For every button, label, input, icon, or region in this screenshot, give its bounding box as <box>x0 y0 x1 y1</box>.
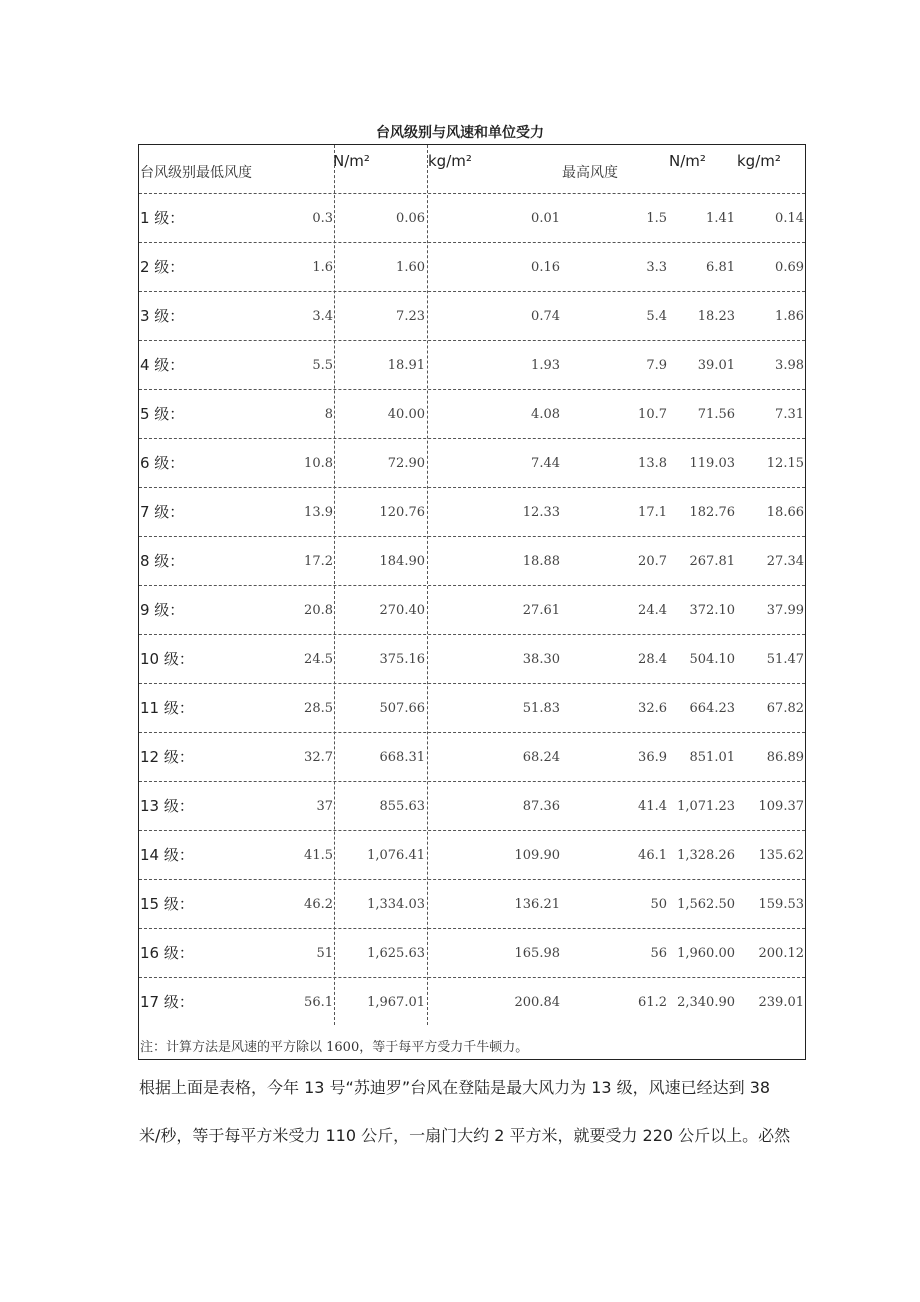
row-value-v2: 1.60 <box>396 260 425 275</box>
row-value-v2: 40.00 <box>387 407 425 422</box>
row-value-v2: 0.06 <box>396 211 425 226</box>
row-value-v3: 12.33 <box>522 505 560 520</box>
table-row <box>139 635 805 684</box>
row-value-v3: 200.84 <box>514 995 560 1010</box>
header-max-n-per-m2: N/m² <box>669 152 706 170</box>
table-row <box>139 831 805 880</box>
row-value-v1: 1.6 <box>312 260 333 275</box>
row-value-v4: 7.9 <box>646 358 667 373</box>
row-value-v2: 1,334.03 <box>367 897 425 912</box>
row-value-v4: 20.7 <box>638 554 667 569</box>
row-value-v3: 51.83 <box>522 701 560 716</box>
column-divider <box>427 145 428 1025</box>
row-value-v3: 38.30 <box>522 652 560 667</box>
paragraph-line-2: 米/秒，等于每平方米受力 110 公斤，一扇门大约 2 平方米，就要受力 220 公斤以上。必然 <box>139 1126 791 1145</box>
row-value-v2: 18.91 <box>387 358 425 373</box>
row-value-v4: 10.7 <box>638 407 667 422</box>
row-value-v1: 3.4 <box>312 309 333 324</box>
row-value-v2: 120.76 <box>379 505 425 520</box>
row-value-v4: 41.4 <box>638 799 667 814</box>
paragraph-line-1: 根据上面是表格，今年 13 号“苏迪罗”台风在登陆是最大风力为 13 级，风速已经达到 38 <box>139 1078 771 1097</box>
row-level-label: 6 级： <box>140 454 185 472</box>
row-level-label: 5 级： <box>140 405 185 423</box>
row-value-v1: 46.2 <box>304 897 333 912</box>
row-value-v4: 1.5 <box>646 211 667 226</box>
table-header-row <box>139 145 805 194</box>
row-level-label: 7 级： <box>140 503 185 521</box>
row-value-v3: 7.44 <box>531 456 560 471</box>
table-row <box>139 243 805 292</box>
row-value-v1: 32.7 <box>304 750 333 765</box>
row-value-v1: 20.8 <box>304 603 333 618</box>
row-value-v5: 1.41 <box>706 211 735 226</box>
row-value-v1: 5.5 <box>312 358 333 373</box>
row-level-label: 1 级： <box>140 209 185 227</box>
table-note: 注：计算方法是风速的平方除以 1600，等于每平方受力千牛顿力。 <box>140 1040 529 1055</box>
row-value-v5: 182.76 <box>689 505 735 520</box>
table-row <box>139 341 805 390</box>
column-divider <box>334 145 335 1025</box>
row-level-label: 11 级： <box>140 699 194 717</box>
row-value-v3: 87.36 <box>522 799 560 814</box>
row-value-v5: 851.01 <box>689 750 735 765</box>
row-value-v5: 6.81 <box>706 260 735 275</box>
row-value-v2: 72.90 <box>387 456 425 471</box>
row-level-label: 13 级： <box>140 797 194 815</box>
table-row <box>139 194 805 243</box>
row-value-v5: 119.03 <box>689 456 735 471</box>
row-value-v6: 37.99 <box>766 603 804 618</box>
row-value-v1: 10.8 <box>304 456 333 471</box>
row-value-v5: 71.56 <box>697 407 735 422</box>
wind-force-table <box>138 144 806 1060</box>
row-value-v4: 36.9 <box>638 750 667 765</box>
table-row <box>139 782 805 831</box>
table-row <box>139 292 805 341</box>
row-level-label: 9 级： <box>140 601 185 619</box>
row-value-v6: 27.34 <box>766 554 804 569</box>
row-value-v1: 8 <box>324 407 333 422</box>
row-value-v3: 18.88 <box>522 554 560 569</box>
row-value-v2: 507.66 <box>379 701 425 716</box>
row-value-v4: 5.4 <box>646 309 667 324</box>
row-value-v6: 135.62 <box>758 848 804 863</box>
row-value-v2: 375.16 <box>379 652 425 667</box>
row-value-v3: 109.90 <box>514 848 560 863</box>
row-value-v2: 7.23 <box>396 309 425 324</box>
row-value-v1: 13.9 <box>304 505 333 520</box>
row-value-v4: 50 <box>650 897 667 912</box>
row-value-v3: 4.08 <box>531 407 560 422</box>
header-max-speed: 最高风度 <box>562 165 618 181</box>
table-row <box>139 586 805 635</box>
row-level-label: 8 级： <box>140 552 185 570</box>
row-value-v2: 270.40 <box>379 603 425 618</box>
row-value-v4: 17.1 <box>638 505 667 520</box>
row-value-v3: 68.24 <box>522 750 560 765</box>
header-min-kg-per-m2: kg/m² <box>428 152 472 170</box>
table-row <box>139 488 805 537</box>
row-value-v6: 51.47 <box>766 652 804 667</box>
row-value-v3: 27.61 <box>522 603 560 618</box>
row-value-v1: 0.3 <box>312 211 333 226</box>
row-level-label: 10 级： <box>140 650 194 668</box>
row-level-label: 15 级： <box>140 895 194 913</box>
row-level-label: 12 级： <box>140 748 194 766</box>
row-value-v6: 3.98 <box>775 358 804 373</box>
table-row <box>139 733 805 782</box>
row-value-v4: 56 <box>650 946 667 961</box>
row-value-v6: 7.31 <box>775 407 804 422</box>
table-row <box>139 537 805 586</box>
row-value-v6: 18.66 <box>766 505 804 520</box>
row-value-v2: 1,076.41 <box>367 848 425 863</box>
row-value-v3: 136.21 <box>514 897 560 912</box>
row-value-v1: 28.5 <box>304 701 333 716</box>
row-value-v2: 1,625.63 <box>367 946 425 961</box>
row-value-v4: 13.8 <box>638 456 667 471</box>
row-value-v5: 267.81 <box>689 554 735 569</box>
table-row <box>139 978 805 1027</box>
row-value-v1: 24.5 <box>304 652 333 667</box>
row-value-v5: 664.23 <box>689 701 735 716</box>
row-value-v6: 12.15 <box>766 456 804 471</box>
row-value-v2: 184.90 <box>379 554 425 569</box>
row-value-v5: 372.10 <box>689 603 735 618</box>
row-level-label: 3 级： <box>140 307 185 325</box>
row-value-v2: 1,967.01 <box>367 995 425 1010</box>
row-value-v1: 51 <box>316 946 333 961</box>
row-value-v6: 0.69 <box>775 260 804 275</box>
row-value-v1: 41.5 <box>304 848 333 863</box>
table-row <box>139 390 805 439</box>
row-value-v6: 0.14 <box>775 211 804 226</box>
row-value-v6: 1.86 <box>775 309 804 324</box>
row-value-v5: 39.01 <box>697 358 735 373</box>
header-max-kg-per-m2: kg/m² <box>737 152 781 170</box>
table-row <box>139 684 805 733</box>
row-value-v6: 109.37 <box>758 799 804 814</box>
row-value-v1: 17.2 <box>304 554 333 569</box>
table-row <box>139 880 805 929</box>
row-value-v5: 2,340.90 <box>677 995 735 1010</box>
row-level-label: 14 级： <box>140 846 194 864</box>
row-value-v6: 239.01 <box>758 995 804 1010</box>
row-value-v5: 504.10 <box>689 652 735 667</box>
row-level-label: 4 级： <box>140 356 185 374</box>
row-value-v4: 46.1 <box>638 848 667 863</box>
table-row <box>139 929 805 978</box>
row-value-v6: 159.53 <box>758 897 804 912</box>
row-value-v5: 1,328.26 <box>677 848 735 863</box>
row-level-label: 17 级： <box>140 993 194 1011</box>
row-value-v6: 67.82 <box>766 701 804 716</box>
table-title: 台风级别与风速和单位受力 <box>376 125 544 141</box>
row-value-v2: 855.63 <box>379 799 425 814</box>
row-value-v3: 165.98 <box>514 946 560 961</box>
row-value-v3: 0.74 <box>531 309 560 324</box>
table-row <box>139 439 805 488</box>
row-value-v4: 61.2 <box>638 995 667 1010</box>
row-value-v6: 200.12 <box>758 946 804 961</box>
row-value-v3: 1.93 <box>531 358 560 373</box>
row-value-v4: 3.3 <box>646 260 667 275</box>
row-value-v5: 18.23 <box>697 309 735 324</box>
row-value-v6: 86.89 <box>766 750 804 765</box>
row-value-v4: 28.4 <box>638 652 667 667</box>
row-value-v5: 1,960.00 <box>677 946 735 961</box>
row-value-v4: 32.6 <box>638 701 667 716</box>
row-value-v5: 1,562.50 <box>677 897 735 912</box>
row-value-v2: 668.31 <box>379 750 425 765</box>
row-value-v1: 56.1 <box>304 995 333 1010</box>
header-min-n-per-m2: N/m² <box>333 152 370 170</box>
row-value-v5: 1,071.23 <box>677 799 735 814</box>
row-value-v3: 0.16 <box>531 260 560 275</box>
row-value-v4: 24.4 <box>638 603 667 618</box>
row-value-v3: 0.01 <box>531 211 560 226</box>
row-level-label: 16 级： <box>140 944 194 962</box>
row-value-v1: 37 <box>316 799 333 814</box>
row-level-label: 2 级： <box>140 258 185 276</box>
header-level-min-speed: 台风级别最低风度 <box>140 165 252 181</box>
